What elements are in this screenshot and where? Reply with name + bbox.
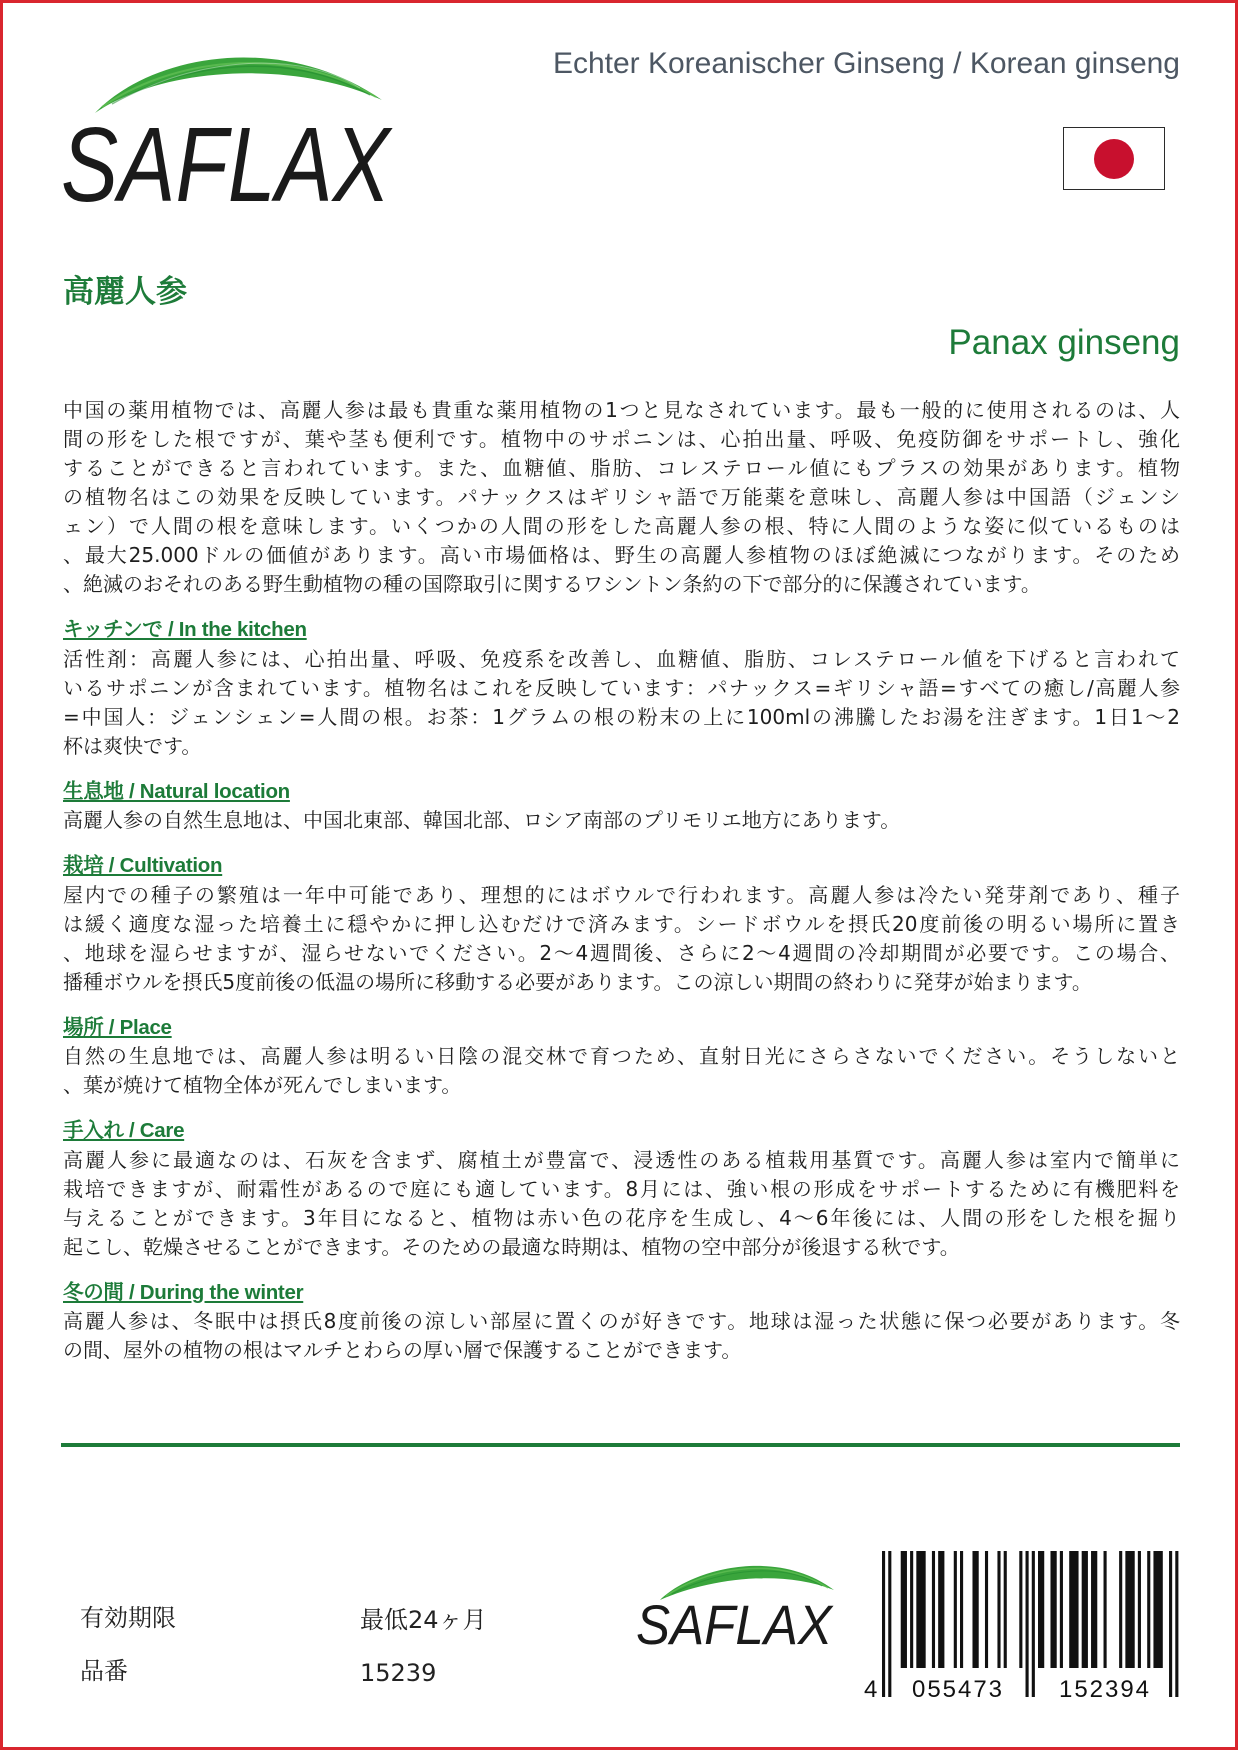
intro-line: の植物名はこの効果を反映しています。パナックスはギリシャ語で万能薬を意味し、高麗人参は中国語（ジェンシ — [63, 485, 1180, 509]
item-number-value: 15239 — [360, 1659, 437, 1687]
section-line: 、葉が焼けて植物全体が死んでしまいます。 — [63, 1073, 462, 1097]
barcode-bar — [1104, 1551, 1107, 1668]
section-text — [63, 645, 1180, 761]
section-place — [63, 1013, 1180, 1101]
barcode-bar — [960, 1551, 963, 1668]
japan-flag-icon — [1063, 127, 1165, 190]
section-line: 自然の生息地では、高麗人参は明るい日陰の混交林で育つため、直射日光にさらさないでください。そうしないと — [63, 1044, 1180, 1068]
intro-line: することができると言われています。また、血糖値、脂肪、コレステロール値にもプラスの効果があります。植物 — [63, 456, 1180, 480]
section-line: は緩く適度な湿った培養土に穏やかに押し込むだけで済みます。シードボウルを摂氏20度前後の明るい場所に置き — [63, 911, 1180, 936]
expiry-value: 最低24ヶ月 — [360, 1606, 487, 1634]
barcode-bar — [985, 1551, 988, 1668]
section-line: 、地球を湿らせますが、湿らせないでください。2〜4週間後、さらに2〜4週間の冷却期間が必要です。この場合、 — [63, 940, 1180, 965]
section-line: いるサポニンが含まれています。植物名はこれを反映しています：パナックス=ギリシャ語=すべての癒し/高麗人参 — [63, 675, 1180, 700]
barcode-bar — [1125, 1551, 1134, 1668]
logo-wordmark: SAFLAX — [636, 1593, 835, 1656]
intro-line: 中国の薬用植物では、高麗人参は最も貴重な薬用植物の1つと見なされています。最も一般的に使用されるのは、人 — [63, 398, 1180, 422]
barcode-digit-lead: 4 — [864, 1676, 878, 1703]
section-line: 高麗人参に最適なのは、石灰を含まず、腐植土が豊富で、浸透性のある植栽用基質です。高麗人参は室内で簡単に — [63, 1147, 1180, 1172]
barcode-bar — [916, 1551, 925, 1668]
section-heading-cultivation: 栽培 / Cultivation — [63, 854, 223, 877]
section-cultivation — [63, 851, 1180, 997]
section-text — [63, 806, 1180, 835]
section-line: 播種ボウルを摂氏5度前後の低温の場所に移動する必要があります。この涼しい期間の終わりに発芽が始まります。 — [63, 969, 1092, 994]
saflax-logo-small — [620, 1540, 850, 1655]
intro-paragraph — [63, 396, 1180, 599]
barcode-bar — [1038, 1551, 1044, 1668]
section-text — [63, 881, 1180, 997]
section-winter — [63, 1278, 1180, 1366]
footer-divider — [61, 1443, 1180, 1447]
barcode-bar — [938, 1551, 944, 1668]
section-kitchen — [63, 615, 1180, 761]
section-text — [63, 1042, 1180, 1100]
intro-line: ェン）で人間の根を意味します。いくつかの人間の形をした高麗人参の根、特に人間のような姿に似ているものは — [63, 514, 1180, 538]
barcode-guard-bar — [888, 1551, 891, 1697]
saflax-logo — [40, 30, 420, 224]
product-name-japanese: 高麗人参 — [63, 274, 187, 310]
section-text — [63, 1307, 1180, 1365]
section-line: 活性剤：高麗人参には、心拍出量、呼吸、免疫系を改善し、血糖値、脂肪、コレステロール値を下げると言われて — [63, 646, 1180, 671]
section-text — [63, 1146, 1180, 1262]
section-heading-winter: 冬の間 / During the winter — [63, 1280, 304, 1304]
item-number-label: 品番 — [80, 1657, 128, 1685]
barcode-bar — [972, 1551, 978, 1668]
barcode-guard-bar — [1175, 1551, 1178, 1697]
page-title: Echter Koreanischer Ginseng / Korean ginseng — [552, 47, 1180, 80]
section-line: 栽培できますが、耐霜性があるので庭にも適しています。8月には、強い根の形成をサポートするために有機肥料を — [63, 1176, 1180, 1201]
logo-wordmark: SAFLAX — [61, 106, 394, 224]
barcode-bar — [1069, 1551, 1078, 1668]
barcode-guard-bar — [1169, 1551, 1172, 1697]
section-care — [63, 1116, 1180, 1262]
barcode-bar — [1119, 1551, 1122, 1668]
section-line: =中国人：ジェンシェン=人間の根。お茶：1グラムの根の粉末の上に100mlの沸騰したお湯を注ぎます。1日1〜2 — [63, 704, 1180, 729]
description-body — [63, 396, 1180, 1365]
barcode-bar — [997, 1551, 1000, 1668]
section-line: 高麗人参は、冬眠中は摂氏8度前後の涼しい部屋に置くのが好きです。地球は湿った状態に保つ必要があります。冬 — [63, 1309, 1180, 1333]
barcode-bar — [1091, 1551, 1097, 1668]
barcode-guard-bar — [882, 1551, 885, 1697]
section-heading-kitchen: キッチンで / In the kitchen — [63, 618, 307, 641]
barcode-guard-bar — [1026, 1551, 1029, 1697]
barcode-bar — [1153, 1551, 1162, 1668]
barcode-bar — [1060, 1551, 1063, 1668]
barcode-bar — [910, 1551, 913, 1668]
barcode-guard-bar — [1032, 1551, 1035, 1697]
section-heading-place: 場所 / Place — [63, 1015, 172, 1039]
intro-line: 、最大25.000ドルの価値があります。高い市場価格は、野生の高麗人参植物のほぼ絶滅につながります。そのため — [63, 543, 1180, 567]
barcode-bar — [1147, 1551, 1150, 1668]
section-line: 与えることができます。3年目になると、植物は赤い色の花序を生成し、4〜6年後には、人間の形をした根を掘り — [63, 1205, 1180, 1230]
section-natural-location — [63, 777, 1180, 836]
barcode-bar — [954, 1551, 957, 1668]
product-latin-name: Panax ginseng — [948, 323, 1180, 362]
barcode-bar — [1138, 1551, 1141, 1668]
section-line: 屋内での種子の繁殖は一年中可能であり、理想的にはボウルで行われます。高麗人参は冷たい発芽剤であり、種子 — [63, 882, 1180, 907]
section-line: の間、屋外の植物の根はマルチとわらの厚い層で保護することができます。 — [63, 1338, 742, 1362]
intro-line: 間の形をした根ですが、葉や茎も便利です。植物中のサポニンは、心拍出量、呼吸、免疫防御をサポートし、強化 — [63, 427, 1180, 451]
section-line: 起こし、乾燥させることができます。そのための最適な時期は、植物の空中部分が後退する秋です。 — [63, 1234, 960, 1259]
barcode-bar — [932, 1551, 935, 1668]
section-heading-natural-location: 生息地 / Natural location — [63, 779, 290, 803]
barcode-bar — [1004, 1551, 1007, 1668]
barcode-bar — [1082, 1551, 1088, 1668]
section-line: 高麗人参の自然生息地は、中国北東部、韓国北部、ロシア南部のプリモリエ地方にあります。 — [63, 808, 901, 832]
flag-disc — [1094, 139, 1134, 179]
expiry-label: 有効期限 — [80, 1604, 176, 1632]
barcode-bar — [901, 1551, 907, 1668]
barcode-digits-left: 055473 — [912, 1676, 1002, 1703]
intro-line: 、絶滅のおそれのある野生動植物の種の国際取引に関するワシントン条約の下で部分的に保護されています。 — [63, 572, 1041, 596]
barcode-digits-right: 152394 — [1059, 1676, 1149, 1703]
section-line: 杯は爽快です。 — [63, 733, 202, 758]
section-heading-care: 手入れ / Care — [63, 1119, 185, 1142]
barcode-bar — [1050, 1551, 1056, 1668]
brush-swoosh-icon — [95, 57, 382, 113]
barcode-bar — [1019, 1551, 1022, 1668]
barcode — [855, 1545, 1190, 1705]
